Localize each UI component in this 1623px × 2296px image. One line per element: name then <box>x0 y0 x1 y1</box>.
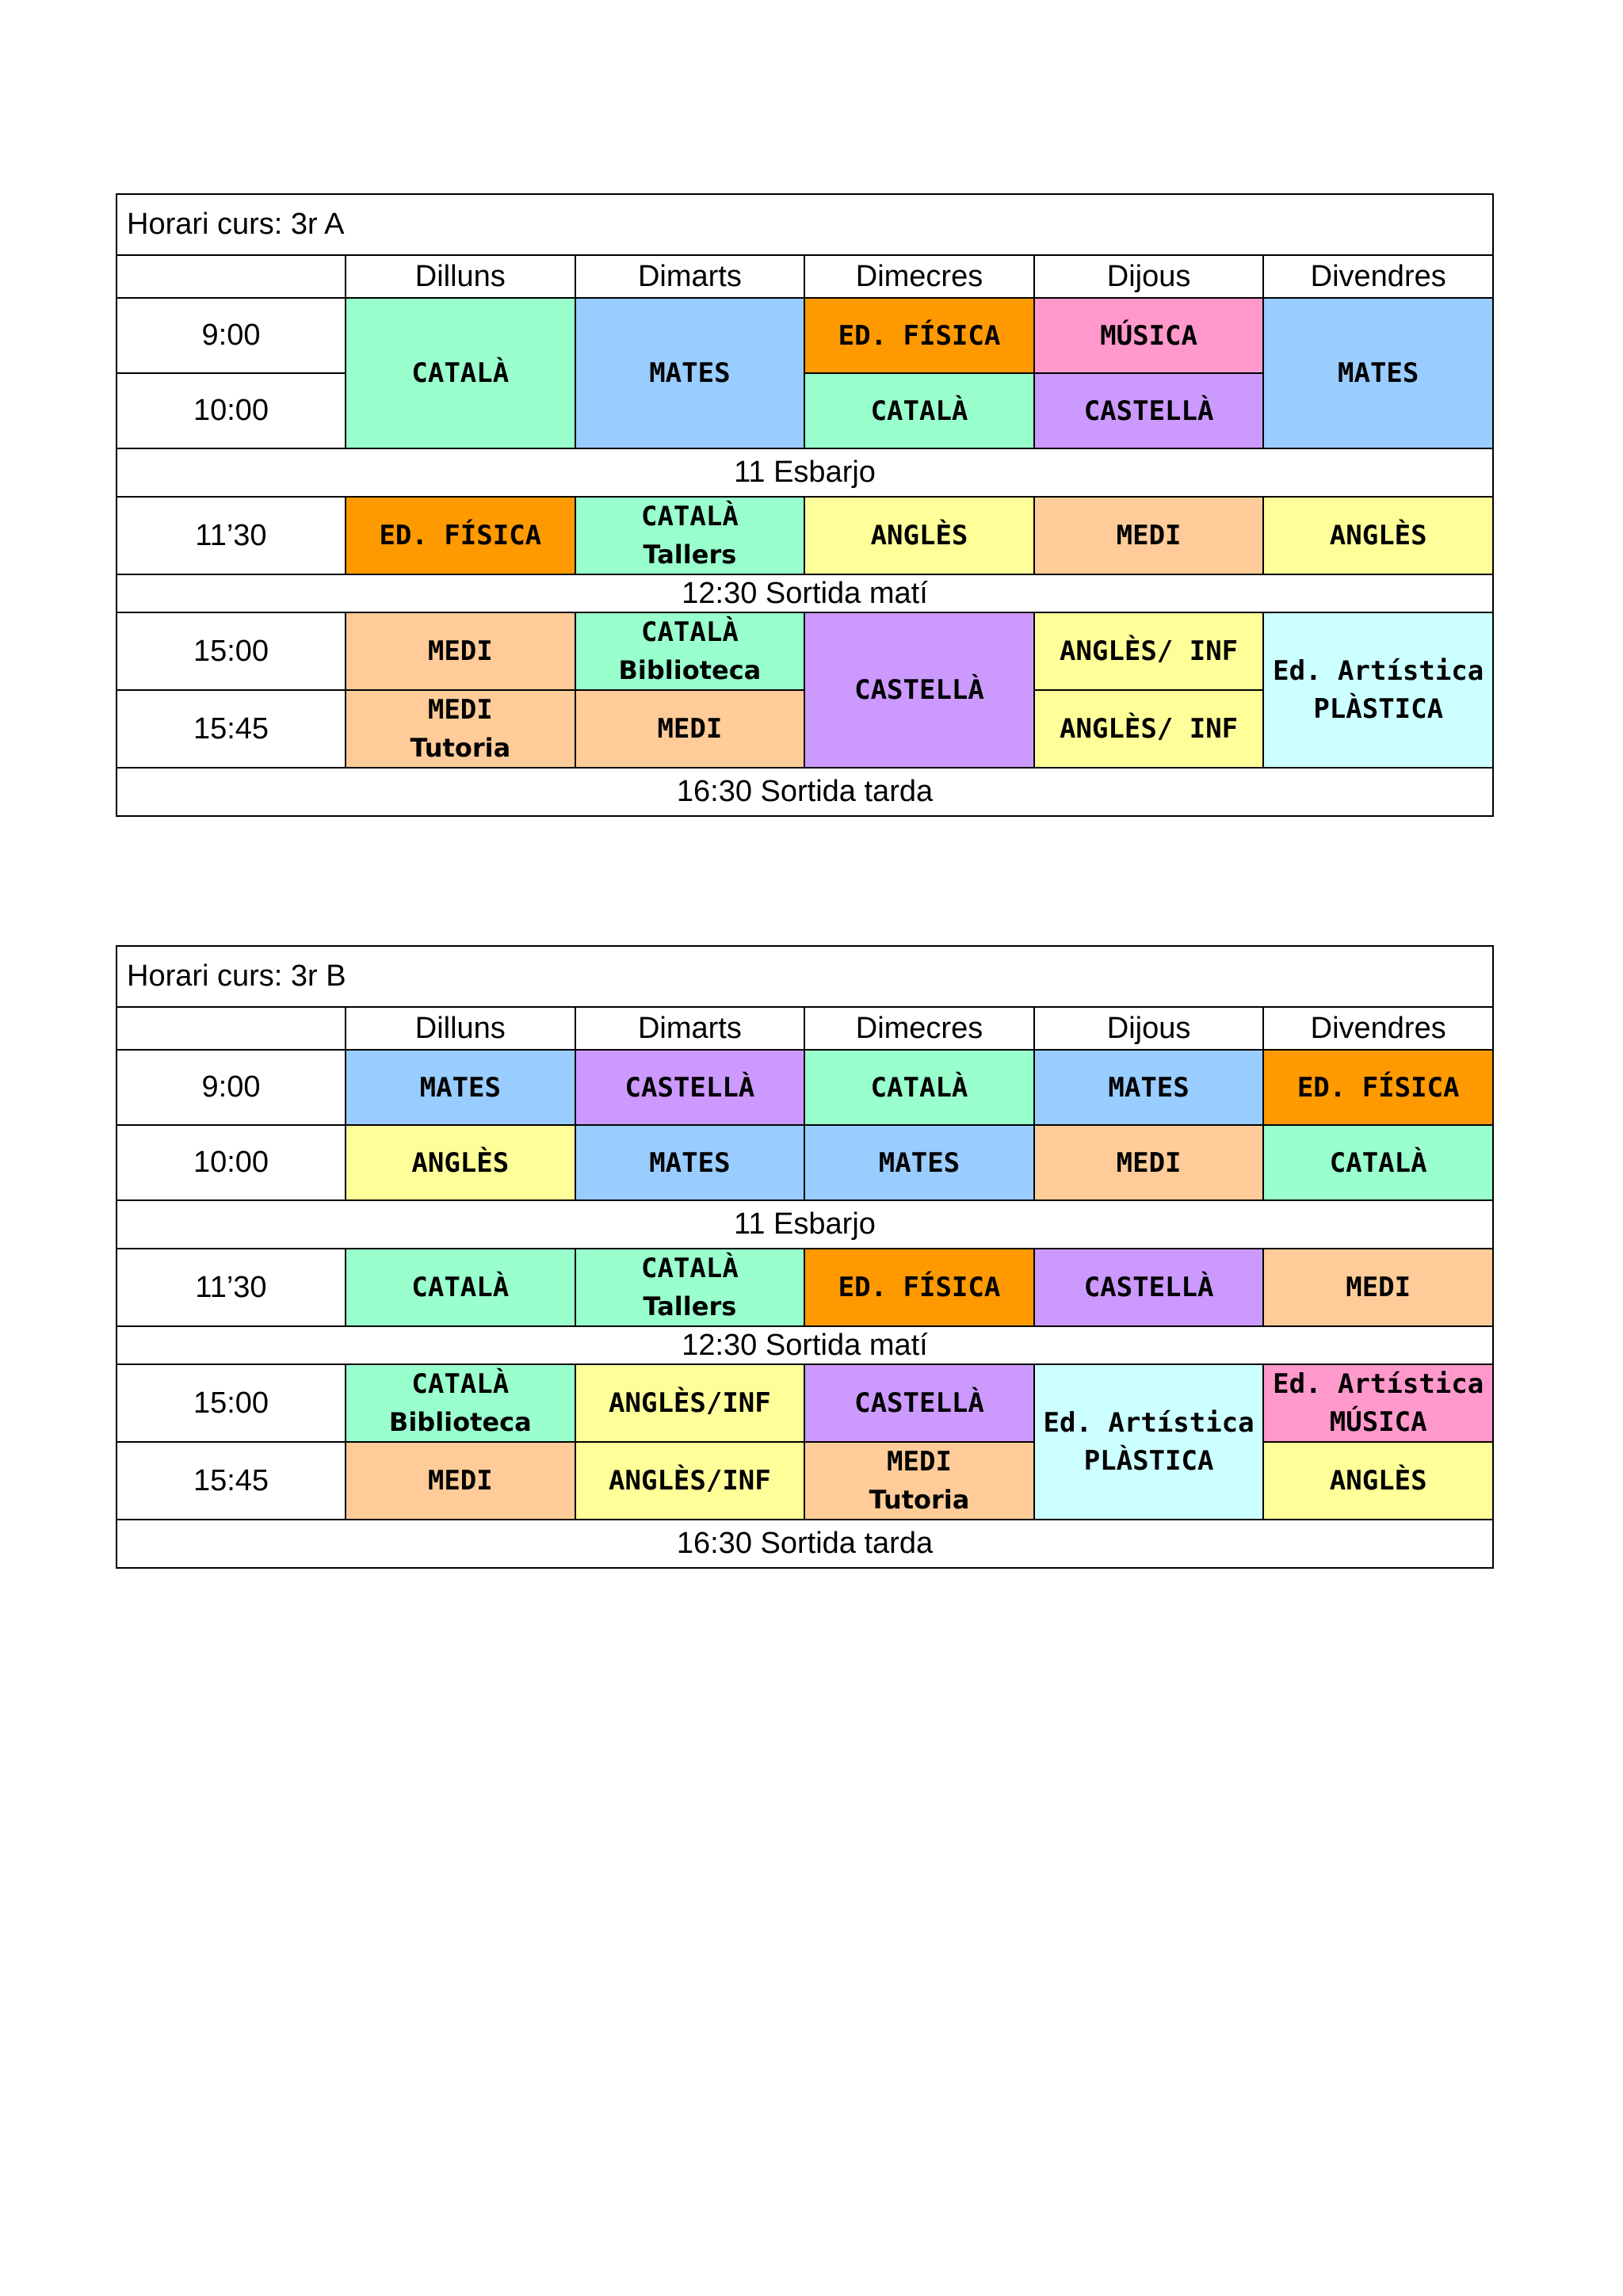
subject-cell: MEDI <box>346 612 575 690</box>
subject-cell: MATES <box>575 1125 805 1200</box>
day-header-monday: Dilluns <box>346 255 575 298</box>
subject-cell: CATALÀ <box>346 1249 575 1326</box>
subject-cell: ANGLÈS <box>1263 497 1493 574</box>
subject-detail: PLÀSTICA <box>1313 693 1444 725</box>
subject-cell: ED. FÍSICA <box>804 1249 1034 1326</box>
day-header-tuesday: Dimarts <box>575 255 805 298</box>
subject-cell <box>1034 1364 1264 1520</box>
subject-cell: CATALÀ <box>346 298 575 448</box>
subject-name: CATALÀ <box>640 1253 739 1284</box>
subject-cell: CASTELLÀ <box>575 1050 805 1125</box>
subject-name: CATALÀ <box>640 616 739 648</box>
subject-detail: Tallers <box>643 540 737 570</box>
day-header-friday: Divendres <box>1263 255 1493 298</box>
subject-cell: CATALÀ <box>1263 1125 1493 1200</box>
subject-cell: ANGLÈS <box>804 497 1034 574</box>
time-slot-900: 9:00 <box>116 1050 346 1125</box>
day-header-wednesday: Dimecres <box>804 1007 1034 1050</box>
subject-name: MEDI <box>427 694 493 726</box>
subject-cell: ANGLÈS/ INF <box>1034 690 1264 768</box>
break-row-esbarjo: 11 Esbarjo <box>116 448 1493 497</box>
schedule-title: Horari curs: 3r A <box>116 194 1493 255</box>
subject-cell: MATES <box>575 298 805 448</box>
time-slot-1130: 11’30 <box>116 497 346 574</box>
subject-detail: Biblioteca <box>618 655 762 685</box>
subject-cell: MEDI <box>1263 1249 1493 1326</box>
day-header-thursday: Dijous <box>1034 1007 1264 1050</box>
subject-name: CATALÀ <box>640 501 739 532</box>
subject-cell <box>346 690 575 768</box>
subject-cell: ED. FÍSICA <box>346 497 575 574</box>
subject-cell: ANGLÈS/ INF <box>1034 612 1264 690</box>
subject-cell: CASTELLÀ <box>804 612 1034 768</box>
subject-cell <box>575 612 805 690</box>
subject-cell: CASTELLÀ <box>1034 373 1264 448</box>
subject-cell <box>575 497 805 574</box>
day-header-thursday: Dijous <box>1034 255 1264 298</box>
time-slot-1500: 15:00 <box>116 612 346 690</box>
subject-cell <box>804 1442 1034 1520</box>
subject-cell <box>346 1364 575 1442</box>
time-slot-1000: 10:00 <box>116 1125 346 1200</box>
subject-name: MEDI <box>887 1446 952 1478</box>
subject-cell: MATES <box>346 1050 575 1125</box>
time-slot-1545: 15:45 <box>116 690 346 768</box>
subject-cell <box>1263 612 1493 768</box>
subject-cell <box>1263 1364 1493 1442</box>
break-row-esbarjo: 11 Esbarjo <box>116 1200 1493 1249</box>
subject-cell: MATES <box>1034 1050 1264 1125</box>
subject-detail: Tallers <box>643 1291 737 1322</box>
subject-cell: MEDI <box>575 690 805 768</box>
subject-cell: MEDI <box>346 1442 575 1520</box>
subject-detail: PLÀSTICA <box>1083 1445 1214 1477</box>
subject-detail: Biblioteca <box>388 1407 532 1437</box>
subject-cell: ANGLÈS <box>1263 1442 1493 1520</box>
break-row-sortida-tarda: 16:30 Sortida tarda <box>116 1520 1493 1568</box>
day-header-monday: Dilluns <box>346 1007 575 1050</box>
break-row-sortida-mati: 12:30 Sortida matí <box>116 574 1493 612</box>
subject-cell: CATALÀ <box>804 1050 1034 1125</box>
time-slot-900: 9:00 <box>116 298 346 373</box>
subject-cell: ED. FÍSICA <box>1263 1050 1493 1125</box>
subject-detail: Tutoria <box>869 1485 970 1515</box>
time-slot-1500: 15:00 <box>116 1364 346 1442</box>
subject-cell: MATES <box>1263 298 1493 448</box>
break-row-sortida-tarda: 16:30 Sortida tarda <box>116 768 1493 816</box>
subject-cell: ED. FÍSICA <box>804 298 1034 373</box>
corner-cell <box>116 1007 346 1050</box>
schedule-title: Horari curs: 3r B <box>116 946 1493 1007</box>
day-header-friday: Divendres <box>1263 1007 1493 1050</box>
day-header-wednesday: Dimecres <box>804 255 1034 298</box>
subject-name: Ed. Artística <box>1273 1368 1484 1400</box>
schedule-3rB-table <box>116 945 1494 1569</box>
subject-cell: MATES <box>804 1125 1034 1200</box>
break-row-sortida-mati: 12:30 Sortida matí <box>116 1326 1493 1364</box>
subject-cell: ANGLÈS/INF <box>575 1364 805 1442</box>
subject-cell: ANGLÈS/INF <box>575 1442 805 1520</box>
subject-cell: ANGLÈS <box>346 1125 575 1200</box>
subject-cell: CASTELLÀ <box>1034 1249 1264 1326</box>
subject-cell: CATALÀ <box>804 373 1034 448</box>
time-slot-1000: 10:00 <box>116 373 346 448</box>
subject-cell: MEDI <box>1034 1125 1264 1200</box>
subject-name: Ed. Artística <box>1273 655 1484 687</box>
subject-detail: Tutoria <box>410 733 511 763</box>
subject-detail: MÚSICA <box>1329 1406 1427 1438</box>
day-header-tuesday: Dimarts <box>575 1007 805 1050</box>
time-slot-1130: 11’30 <box>116 1249 346 1326</box>
corner-cell <box>116 255 346 298</box>
time-slot-1545: 15:45 <box>116 1442 346 1520</box>
subject-cell: MEDI <box>1034 497 1264 574</box>
subject-cell: MÚSICA <box>1034 298 1264 373</box>
schedule-3rA-table <box>116 193 1494 817</box>
subject-name: Ed. Artística <box>1043 1407 1254 1439</box>
subject-cell: CASTELLÀ <box>804 1364 1034 1442</box>
subject-cell <box>575 1249 805 1326</box>
subject-name: CATALÀ <box>411 1368 510 1400</box>
